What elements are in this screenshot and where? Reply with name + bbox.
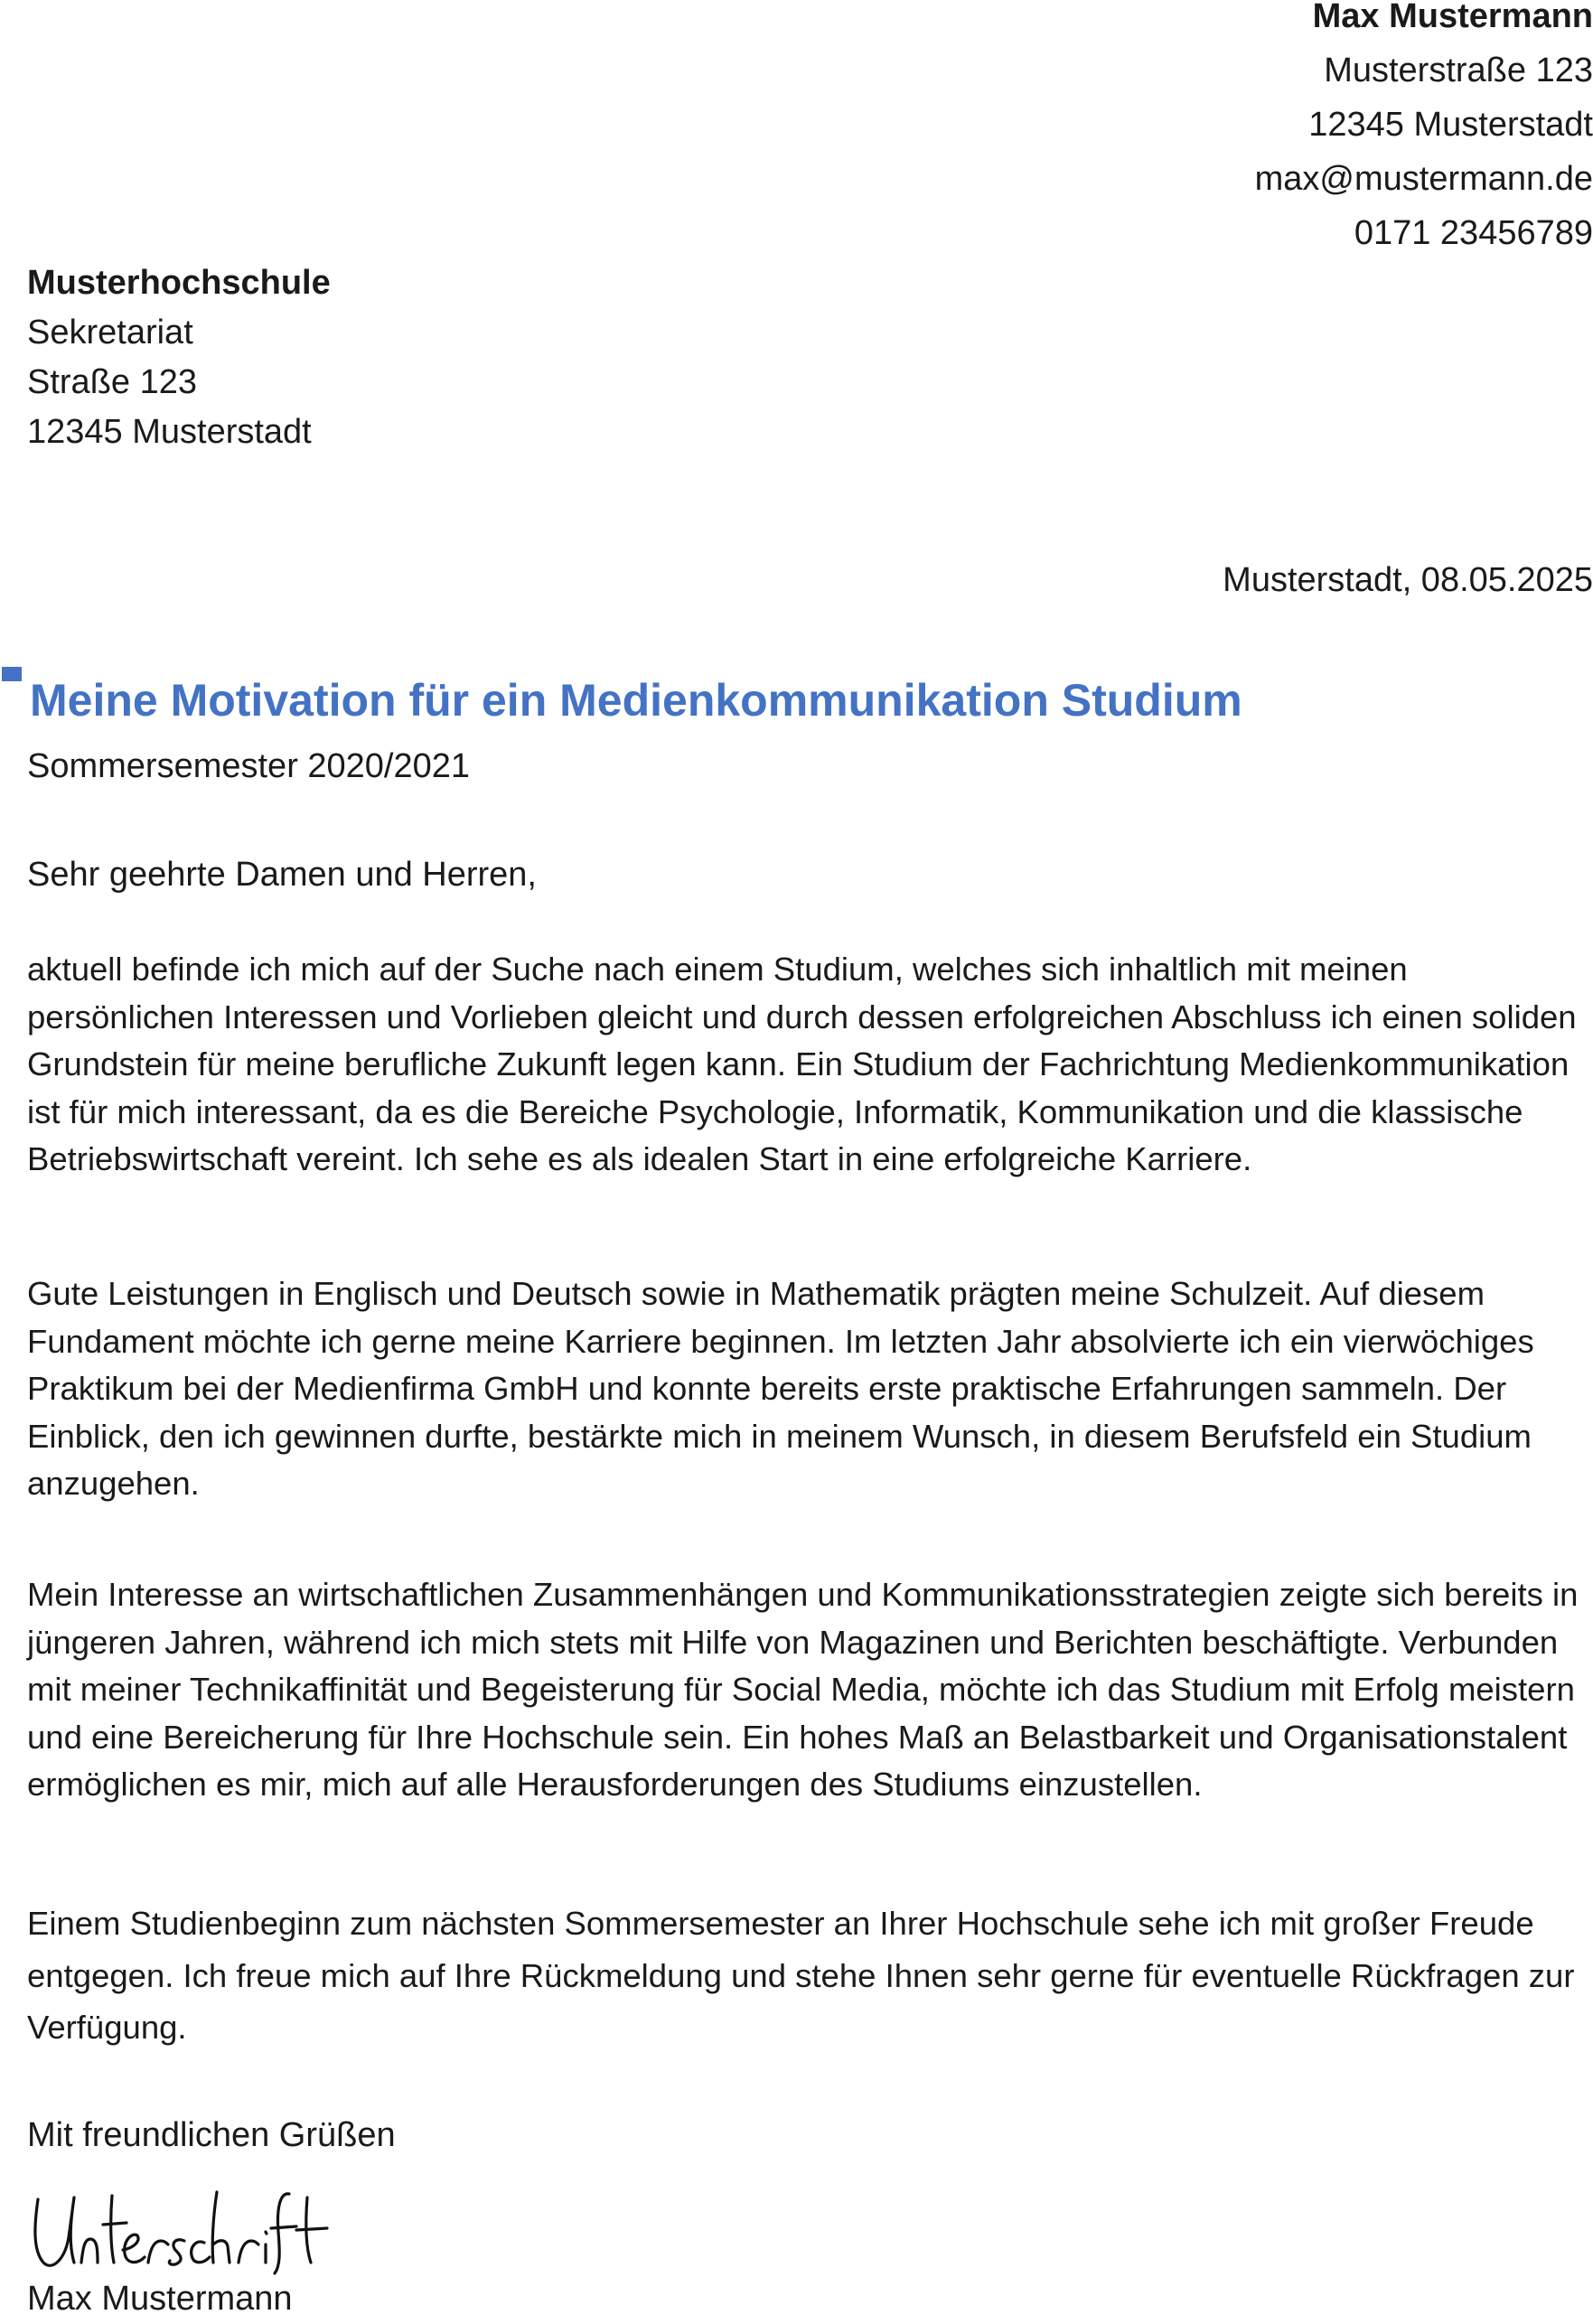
body-paragraph-1: aktuell befinde ich mich auf der Suche nach einem Studium, welches sich inhaltlich mit meinen persönlichen Interessen und Vorlieben gleicht und durch dessen erfolgreichen Abschluss ich einen soliden Grundstein für meine berufliche Zukunft legen kann. Ein Studium der Fachrichtung Medienkommunikation ist für mich interessant, da es die Bereiche Psychologie, Informatik, Kommunikation und die klassische Betriebswirtschaft vereint. Ich sehe es als idealen Start in eine erfolgreiche Karriere. — [27, 951, 1577, 1177]
recipient-address-block — [27, 258, 331, 457]
closing-phrase: Mit freundlichen Grüßen — [27, 2116, 396, 2154]
heading-marker — [2, 667, 22, 681]
recipient-department: Sekretariat — [27, 314, 193, 351]
date-line: Musterstadt, 08.05.2025 — [1223, 561, 1593, 599]
semester-line: Sommersemester 2020/2021 — [27, 747, 471, 785]
handwritten-signature — [25, 2179, 333, 2279]
sender-email: max@mustermann.de — [1254, 160, 1593, 198]
sender-address-block — [870, 0, 1593, 260]
salutation: Sehr geehrte Damen und Herren, — [27, 856, 537, 894]
body-paragraph-3: Mein Interesse an wirtschaftlichen Zusammenhängen und Kommunikationsstrategien zeigte sich bereits in jüngeren Jahren, während ich mich stets mit Hilfe von Magazinen und Berichten beschäftigte. Verbunden mit meiner Technikaffinität und Begeisterung für Social Media, möchte ich das Studium mit Erfolg meistern und eine Bereicherung für Ihre Hochschule sein. Ein hohes Maß an Belastbarkeit und Organisationstalent ermöglichen es mir, mich auf alle Herausforderungen des Studiums einzustellen. — [27, 1576, 1579, 1803]
recipient-street: Straße 123 — [27, 363, 197, 401]
body-paragraph-4: Einem Studienbeginn zum nächsten Sommersemester an Ihrer Hochschule sehe ich mit großer Freude entgegen. Ich freue mich auf Ihre Rückmeldung und stehe Ihnen sehr gerne für eventuelle Rückfragen zur Verfügung. — [27, 1905, 1575, 2046]
body-paragraph-2: Gute Leistungen in Englisch und Deutsch sowie in Mathematik prägten meine Schulzeit. Auf diesem Fundament möchte ich gerne meine Karriere beginnen. Im letzten Jahr absolvierte ich ein vierwöchiges Praktikum bei der Medienfirma GmbH und konnte bereits erste praktische Erfahrungen sammeln. Der Einblick, den ich gewinnen durfte, bestärkte mich in meinem Wunsch, in diesem Berufsfeld ein Studium anzugehen. — [27, 1275, 1534, 1502]
signer-name: Max Mustermann — [27, 2280, 293, 2318]
subject-heading: Meine Motivation für ein Medienkommunikation Studium — [30, 675, 1242, 726]
sender-street: Musterstraße 123 — [1324, 52, 1593, 89]
recipient-city: 12345 Musterstadt — [27, 413, 312, 451]
recipient-name: Musterhochschule — [27, 264, 331, 302]
sender-city: 12345 Musterstadt — [1308, 106, 1593, 144]
sender-phone: 0171 23456789 — [1354, 214, 1593, 252]
sender-name: Max Mustermann — [1312, 0, 1593, 35]
